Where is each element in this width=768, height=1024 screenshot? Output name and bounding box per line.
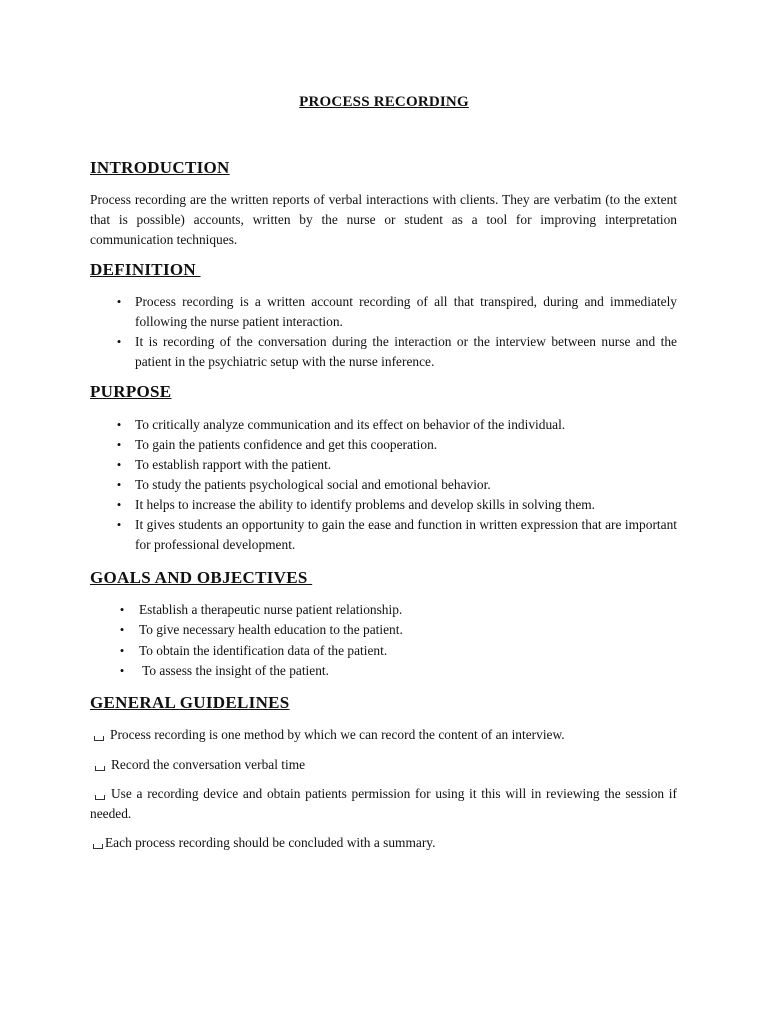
list-item — [116, 292, 677, 332]
list-item — [116, 435, 677, 455]
checkbox-arrow-icon — [94, 736, 104, 741]
bullet-icon: • — [119, 622, 125, 638]
guideline-item — [90, 833, 680, 853]
list-item-text: Establish a therapeutic nurse patient relationship. — [139, 602, 403, 617]
introduction-paragraph: Process recording are the written reports of verbal interactions with clients. They are verbatim (to the extent that is possible) accounts, written by the nurse or student as a tool for improving interpretation communication techniques. — [90, 192, 677, 247]
list-item-text: To gain the patients confidence and get this cooperation. — [135, 437, 438, 452]
list-item-text: To study the patients psychological social and emotional behavior. — [135, 477, 491, 492]
definition-list — [116, 292, 677, 372]
list-item — [116, 415, 677, 435]
list-item-text: To give necessary health education to the patient. — [139, 622, 403, 638]
guideline-text: Process recording is one method by which we can record the content of an interview. — [110, 727, 565, 742]
bullet-icon: • — [116, 437, 122, 452]
list-item — [119, 600, 559, 620]
guideline-item — [90, 755, 682, 775]
checkbox-arrow-icon — [93, 844, 103, 849]
checkbox-arrow-icon — [95, 766, 105, 771]
list-item-text: It is recording of the conversation during the interaction or the interview between nurse and the patient in the psychiatric setup with the nurse inference. — [135, 334, 677, 369]
guideline-item — [90, 784, 677, 824]
document-title: PROCESS RECORDING — [299, 94, 469, 110]
bullet-icon: • — [116, 294, 122, 309]
list-item — [116, 475, 677, 495]
list-item-text: To establish rapport with the patient. — [135, 457, 332, 472]
list-item — [116, 332, 677, 372]
list-item-text: It gives students an opportunity to gain the ease and function in written expression that are important for professional development. — [135, 517, 677, 552]
bullet-icon: • — [116, 497, 122, 512]
bullet-icon: • — [116, 417, 122, 432]
list-item-text: To assess the insight of the patient. — [139, 662, 329, 678]
guidelines-heading: GENERAL GUIDELINES — [90, 693, 290, 712]
purpose-list — [116, 415, 677, 555]
guideline-text: Record the conversation verbal time — [111, 757, 306, 772]
definition-heading: DEFINITION — [90, 260, 201, 279]
list-item-text: To critically analyze communication and its effect on behavior of the individual. — [135, 417, 566, 432]
bullet-icon: • — [116, 334, 122, 349]
goals-list — [119, 600, 559, 681]
bullet-icon: • — [119, 642, 125, 658]
bullet-icon: • — [116, 517, 122, 532]
bullet-icon: • — [116, 477, 122, 492]
purpose-heading: PURPOSE — [90, 382, 172, 401]
list-item — [119, 620, 559, 640]
guideline-item — [90, 725, 681, 745]
guideline-text: Use a recording device and obtain patients permission for using it this will in reviewing the session if needed. — [90, 786, 677, 821]
list-item — [116, 495, 677, 515]
introduction-heading: INTRODUCTION — [90, 158, 230, 177]
list-item — [116, 515, 677, 555]
list-item — [119, 641, 559, 661]
guideline-text: Each process recording should be concluded with a summary. — [105, 835, 436, 850]
bullet-icon: • — [119, 662, 125, 678]
list-item — [119, 661, 559, 681]
bullet-icon: • — [116, 457, 122, 472]
checkbox-arrow-icon — [95, 795, 105, 800]
list-item-text: It helps to increase the ability to identify problems and develop skills in solving them. — [135, 497, 596, 512]
list-item-text: Process recording is a written account recording of all that transpired, during and immediately following the nurse patient interaction. — [135, 294, 677, 329]
goals-heading: GOALS AND OBJECTIVES — [90, 568, 313, 587]
bullet-icon: • — [119, 602, 125, 617]
list-item — [116, 455, 677, 475]
list-item-text: To obtain the identification data of the patient. — [139, 642, 388, 658]
